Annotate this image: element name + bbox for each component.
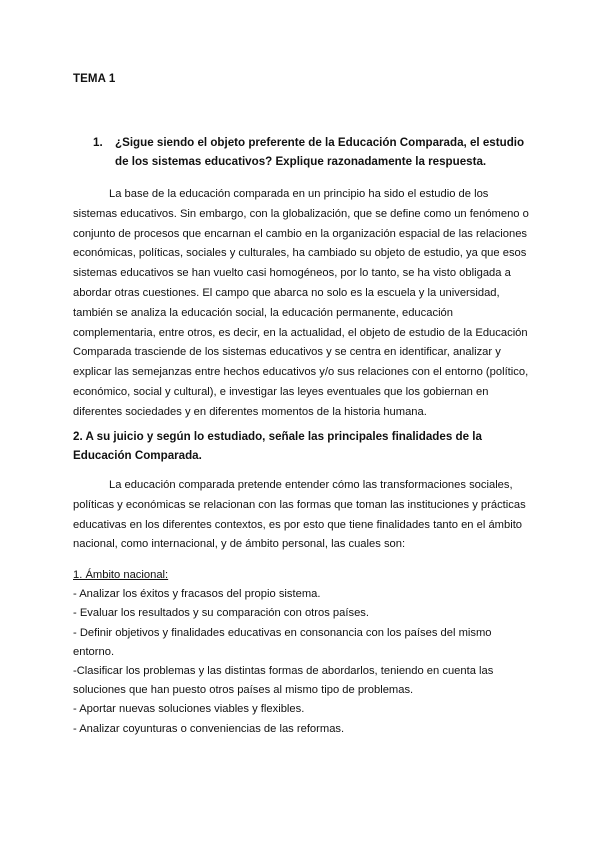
answer-2-paragraph: La educación comparada pretende entender cómo las transformaciones sociales, políticas y económicas se relacionan con las formas que toman las instituciones y prácticas educativas en los diferentes contextos, es por esto que tiene finalidades tanto en el ámbito nacional, como internacional, y de ámbito personal, las cuales son: [73, 479, 526, 551]
list-item: - Definir objetivos y finalidades educativas en consonancia con los países del mismo entorno. [73, 626, 492, 658]
list-item: - Evaluar los resultados y su comparación con otros países. [73, 607, 369, 620]
question-1-number: 1. [93, 136, 103, 149]
document-title: TEMA 1 [73, 73, 116, 85]
list-item: - Aportar nuevas soluciones viables y flexibles. [73, 703, 305, 716]
list-heading: 1. Ámbito nacional: [73, 569, 169, 581]
list-item: -Clasificar los problemas y las distintas formas de abordarlos, teniendo en cuenta las soluciones que han puesto otros países al mismo tipo de problemas. [73, 665, 494, 697]
question-1 [73, 133, 533, 171]
list-item: - Analizar coyunturas o conveniencias de las reformas. [73, 722, 345, 735]
list-item: - Analizar los éxitos y fracasos del propio sistema. [73, 588, 321, 601]
question-1-text: ¿Sigue siendo el objeto preferente de la Educación Comparada, el estudio de los sistemas educativos? Explique razonadamente la respuesta. [115, 136, 525, 168]
question-2: 2. A su juicio y según lo estudiado, señale las principales finalidades de la Educación Comparada. [73, 430, 482, 462]
national-scope-list [73, 566, 533, 739]
answer-1-paragraph: La base de la educación comparada en un principio ha sido el estudio de los sistemas educativos. Sin embargo, con la globalización, que se define como un fenómeno o conjunto de procesos que encarnan el cambio en la organización espacial de las relaciones económicas, políticas, sociales y culturales, ha cambiado su objeto de estudio, ya que esos sistemas educativos se han vuelto casi homogéneos, por lo tanto, se ha visto obligada a abordar otras cuestiones. El campo que abarca no solo es la escuela y la universidad, también se analiza la educación social, la educación permanente, educación complementaria, entre otros, es decir, en la actualidad, el objeto de estudio de la Educación Comparada trasciende de los sistemas educativos y se centra en identificar, analizar y explicar las semejanzas entre hechos educativos y/o sus relaciones con el entorno (político, económico, social y cultural), e investigar las leyes eventuales que los gobiernan en diferentes sociedades y en diferentes momentos de la historia humana. [73, 188, 529, 418]
